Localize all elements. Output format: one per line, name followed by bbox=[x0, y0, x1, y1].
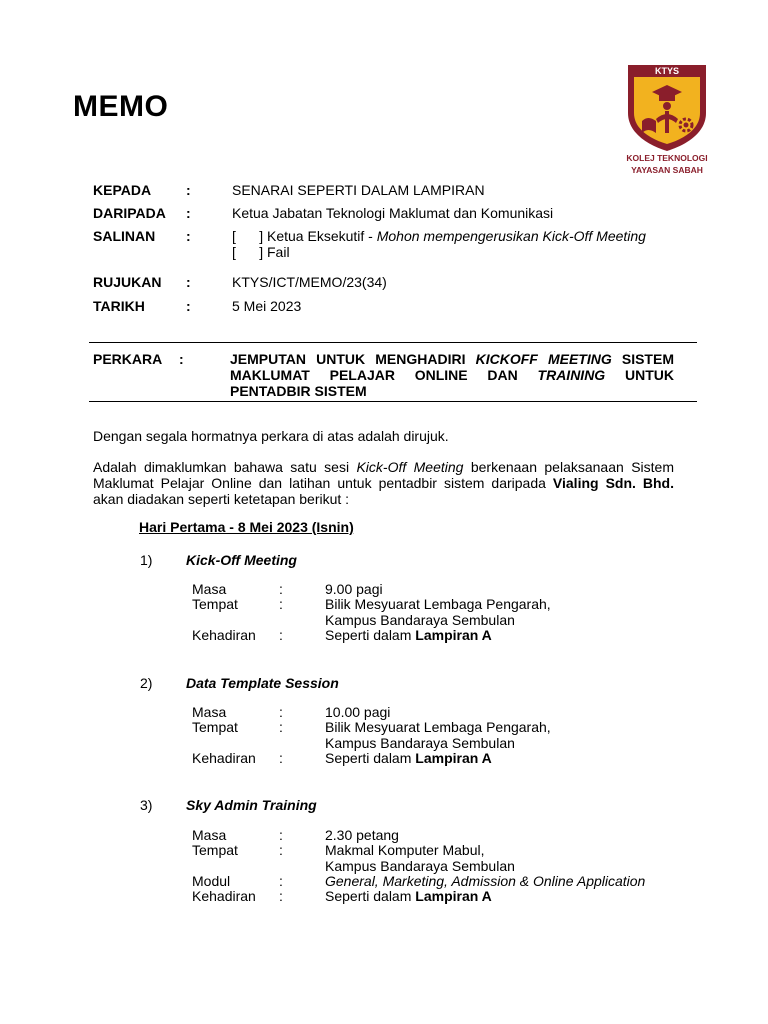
session-3-kehadiran-label: Kehadiran bbox=[192, 888, 256, 904]
perkara-part1: JEMPUTAN UNTUK MENGHADIRI bbox=[230, 351, 476, 367]
perkara-part4: TRAINING bbox=[537, 367, 606, 383]
perkara-part3: SISTEM MAKLUMAT PELAJAR ONLINE DAN bbox=[230, 351, 674, 383]
logo-caption-line1: KOLEJ TEKNOLOGI bbox=[626, 153, 708, 163]
session-3-lampiran: Lampiran A bbox=[415, 888, 492, 904]
salinan-line1-note: Mohon mempengerusikan Kick-Off Meeting bbox=[376, 228, 646, 244]
session-2-colon: : bbox=[279, 719, 283, 735]
session-1-colon: : bbox=[279, 596, 283, 612]
session-2-masa-label: Masa bbox=[192, 704, 227, 720]
session-2-kehadiran-prefix: Seperti dalam bbox=[325, 750, 416, 766]
kepada-colon: : bbox=[186, 182, 191, 198]
session-2-masa: 10.00 pagi bbox=[325, 704, 391, 720]
session-3-kehadiran bbox=[325, 889, 492, 905]
session-1-kehadiran bbox=[325, 628, 492, 644]
para2-c: berkenaan pelaksanaan Sistem Maklumat Pelajar Online dan latihan untuk pentadbir sistem daripada bbox=[93, 459, 674, 491]
para2-d: Vialing Sdn. Bhd. bbox=[552, 475, 675, 491]
session-3-colon: : bbox=[279, 827, 283, 843]
session-1-masa-label: Masa bbox=[192, 581, 227, 597]
session-1-kehadiran-prefix: Seperti dalam bbox=[325, 627, 416, 643]
session-3-kehadiran-prefix: Seperti dalam bbox=[325, 888, 416, 904]
kepada-label: KEPADA bbox=[93, 182, 152, 198]
session-1-colon: : bbox=[279, 581, 283, 597]
session-2-kehadiran-label: Kehadiran bbox=[192, 750, 256, 766]
perkara-subject bbox=[230, 351, 674, 399]
daripada-label: DARIPADA bbox=[93, 205, 166, 221]
session-2-tempat-label: Tempat bbox=[192, 719, 238, 735]
session-3-title: Sky Admin Training bbox=[186, 797, 317, 813]
session-3-colon: : bbox=[279, 842, 283, 858]
session-1-tempat1: Bilik Mesyuarat Lembaga Pengarah, bbox=[325, 596, 551, 612]
salinan-line1 bbox=[232, 228, 646, 244]
rujukan-colon: : bbox=[186, 274, 191, 290]
ktys-logo bbox=[626, 63, 708, 175]
session-3-tempat1: Makmal Komputer Mabul, bbox=[325, 842, 485, 858]
tarikh-value: 5 Mei 2023 bbox=[232, 298, 302, 314]
session-1-tempat-label: Tempat bbox=[192, 596, 238, 612]
logo-abbr: KTYS bbox=[654, 66, 680, 76]
session-1-lampiran: Lampiran A bbox=[415, 627, 492, 643]
session-3-masa-label: Masa bbox=[192, 827, 227, 843]
perkara-bottom-rule bbox=[89, 401, 697, 402]
perkara-label: PERKARA bbox=[93, 351, 163, 367]
para2-b: Kick-Off Meeting bbox=[356, 459, 464, 475]
session-2-title: Data Template Session bbox=[186, 675, 339, 691]
rujukan-label: RUJUKAN bbox=[93, 274, 162, 290]
salinan-line1-prefix: [ ] Ketua Eksekutif - bbox=[232, 228, 377, 244]
tarikh-colon: : bbox=[186, 298, 191, 314]
daripada-colon: : bbox=[186, 205, 191, 221]
session-3-number: 3) bbox=[140, 797, 153, 813]
shield-logo-icon bbox=[626, 63, 708, 151]
kepada-value: SENARAI SEPERTI DALAM LAMPIRAN bbox=[232, 182, 485, 198]
logo-caption-line2: YAYASAN SABAH bbox=[631, 165, 703, 175]
session-3-modul: General, Marketing, Admission & Online Application bbox=[325, 873, 646, 889]
paragraph-1: Dengan segala hormatnya perkara di atas adalah dirujuk. bbox=[93, 428, 449, 444]
session-3-colon: : bbox=[279, 888, 283, 904]
session-3-modul-label: Modul bbox=[192, 873, 231, 889]
perkara-part2: KICKOFF MEETING bbox=[475, 351, 612, 367]
session-1-tempat2: Kampus Bandaraya Sembulan bbox=[325, 612, 515, 628]
rujukan-value: KTYS/ICT/MEMO/23(34) bbox=[232, 274, 387, 290]
session-1-masa: 9.00 pagi bbox=[325, 581, 383, 597]
session-2-colon: : bbox=[279, 750, 283, 766]
perkara-part5: UNTUK PENTADBIR SISTEM bbox=[230, 367, 674, 399]
session-1-number: 1) bbox=[140, 552, 153, 568]
session-1-kehadiran-label: Kehadiran bbox=[192, 627, 256, 643]
session-3-colon: : bbox=[279, 873, 283, 889]
tarikh-label: TARIKH bbox=[93, 298, 145, 314]
salinan-colon: : bbox=[186, 228, 191, 244]
para2-e: akan diadakan seperti ketetapan berikut : bbox=[93, 491, 350, 507]
para2-a: Adalah dimaklumkan bahawa satu sesi bbox=[93, 459, 357, 475]
memo-title: MEMO bbox=[73, 90, 169, 123]
day-heading: Hari Pertama - 8 Mei 2023 (Isnin) bbox=[139, 519, 354, 535]
session-2-number: 2) bbox=[140, 675, 153, 691]
session-3-tempat-label: Tempat bbox=[192, 842, 238, 858]
perkara-top-rule bbox=[89, 342, 697, 343]
perkara-colon: : bbox=[179, 351, 184, 367]
daripada-value: Ketua Jabatan Teknologi Maklumat dan Komunikasi bbox=[232, 205, 554, 221]
salinan-label: SALINAN bbox=[93, 228, 156, 244]
session-2-tempat2: Kampus Bandaraya Sembulan bbox=[325, 735, 515, 751]
session-1-title: Kick-Off Meeting bbox=[186, 552, 297, 568]
session-1-colon: : bbox=[279, 627, 283, 643]
salinan-line2: [ ] Fail bbox=[232, 244, 290, 260]
session-2-tempat1: Bilik Mesyuarat Lembaga Pengarah, bbox=[325, 719, 551, 735]
session-2-colon: : bbox=[279, 704, 283, 720]
session-3-masa: 2.30 petang bbox=[325, 827, 399, 843]
session-2-kehadiran bbox=[325, 751, 492, 767]
session-3-tempat2: Kampus Bandaraya Sembulan bbox=[325, 858, 515, 874]
session-2-lampiran: Lampiran A bbox=[415, 750, 492, 766]
paragraph-2 bbox=[93, 459, 674, 507]
